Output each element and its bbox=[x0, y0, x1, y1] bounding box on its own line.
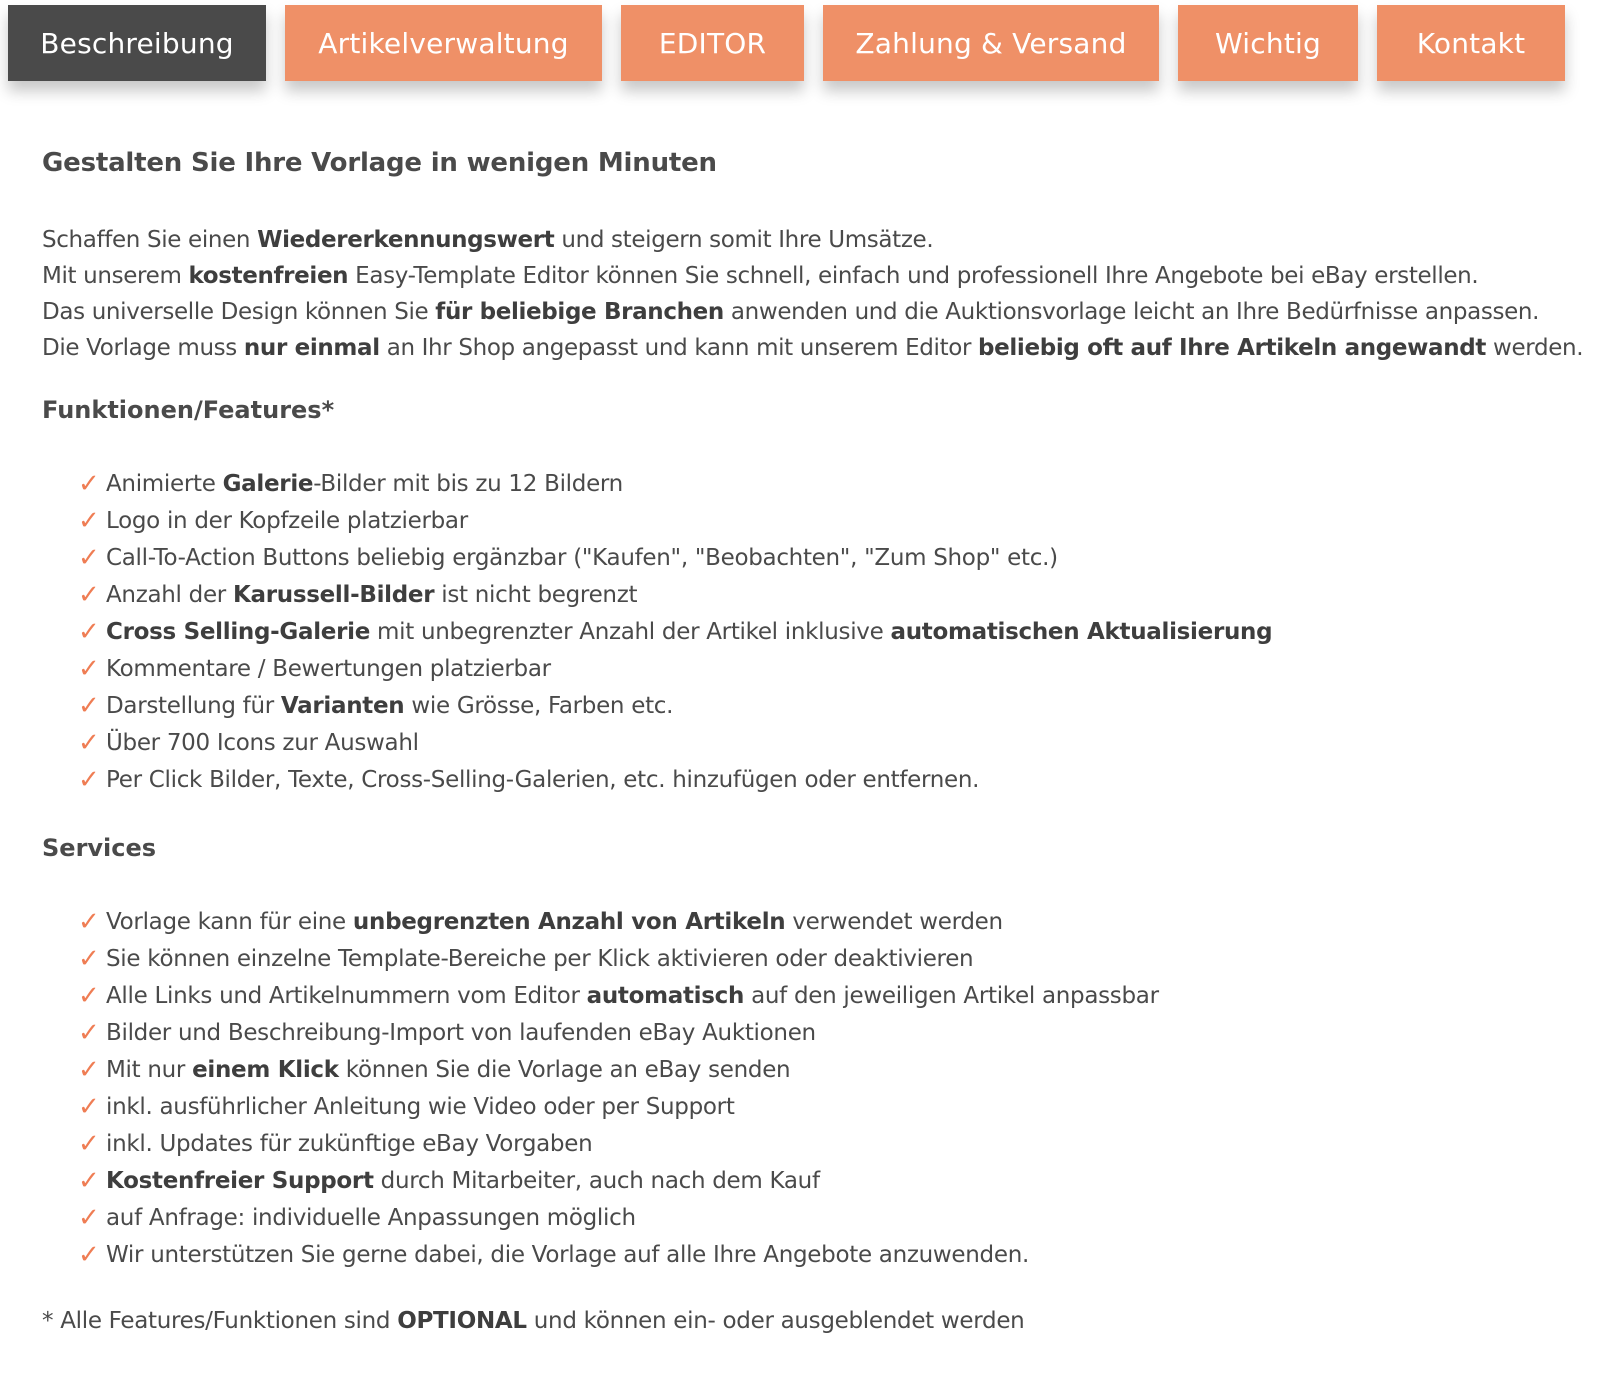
list-item bbox=[78, 651, 1272, 688]
check-icon: ✓ bbox=[78, 1129, 100, 1159]
list-item bbox=[78, 978, 1159, 1015]
list-item-text bbox=[106, 614, 1272, 651]
list-item bbox=[78, 904, 1159, 941]
footnote bbox=[42, 1308, 1024, 1334]
check-icon: ✓ bbox=[78, 469, 100, 499]
text-segment: inkl. Updates für zukünftige eBay Vorgaben bbox=[106, 1131, 593, 1157]
text-segment: inkl. ausführlicher Anleitung wie Video oder per Support bbox=[106, 1094, 735, 1120]
list-item-text bbox=[106, 688, 673, 725]
check-icon: ✓ bbox=[78, 617, 100, 647]
text-segment: Bilder und Beschreibung-Import von laufenden eBay Auktionen bbox=[106, 1020, 816, 1046]
list-item bbox=[78, 614, 1272, 651]
check-icon: ✓ bbox=[78, 944, 100, 974]
list-item bbox=[78, 1237, 1159, 1274]
list-item bbox=[78, 688, 1272, 725]
check-icon: ✓ bbox=[78, 691, 100, 721]
list-item bbox=[78, 540, 1272, 577]
text-segment: mit unbegrenzter Anzahl der Artikel inklusive bbox=[370, 619, 891, 645]
text-segment: Vorlage kann für eine bbox=[106, 909, 353, 935]
list-item-text bbox=[106, 577, 637, 614]
text-segment: können Sie die Vorlage an eBay senden bbox=[338, 1057, 791, 1083]
text-segment: Schaffen Sie einen bbox=[42, 227, 258, 253]
check-icon: ✓ bbox=[78, 1092, 100, 1122]
bold-text: beliebig oft auf Ihre Artikeln angewandt bbox=[978, 335, 1487, 361]
list-item-text bbox=[106, 466, 623, 503]
bold-text: Karussell-Bilder bbox=[232, 582, 435, 608]
list-item bbox=[78, 725, 1272, 762]
text-segment: Über 700 Icons zur Auswahl bbox=[106, 730, 419, 756]
list-item-text bbox=[106, 1052, 790, 1089]
list-item-text bbox=[106, 1015, 816, 1052]
tab-bar bbox=[0, 0, 1600, 110]
page-title: Gestalten Sie Ihre Vorlage in wenigen Minuten bbox=[42, 148, 717, 178]
text-segment: auf Anfrage: individuelle Anpassungen möglich bbox=[106, 1205, 636, 1231]
check-icon: ✓ bbox=[78, 1166, 100, 1196]
text-segment: Sie können einzelne Template-Bereiche per Klick aktivieren oder deaktivieren bbox=[106, 946, 974, 972]
bold-text: nur einmal bbox=[243, 335, 380, 361]
list-item-text bbox=[106, 1237, 1029, 1274]
list-item-text bbox=[106, 725, 419, 762]
list-item bbox=[78, 503, 1272, 540]
text-segment: Logo in der Kopfzeile platzierbar bbox=[106, 508, 468, 534]
check-icon: ✓ bbox=[78, 506, 100, 536]
list-item bbox=[78, 1163, 1159, 1200]
bold-text: kostenfreien bbox=[188, 263, 349, 289]
text-segment: Wir unterstützen Sie gerne dabei, die Vorlage auf alle Ihre Angebote anzuwenden. bbox=[106, 1242, 1029, 1268]
text-segment: -Bilder mit bis zu 12 Bildern bbox=[313, 471, 623, 497]
text-segment: Darstellung für bbox=[106, 693, 281, 719]
text-segment: Call-To-Action Buttons beliebig ergänzbar ("Kaufen", "Beobachten", "Zum Shop" etc.) bbox=[106, 545, 1058, 571]
text-segment: anwenden und die Auktionsvorlage leicht an Ihre Bedürfnisse anpassen. bbox=[723, 299, 1540, 325]
list-item-text bbox=[106, 1163, 820, 1200]
list-item bbox=[78, 1126, 1159, 1163]
tab-kontakt[interactable]: Kontakt bbox=[1377, 5, 1565, 81]
text-segment: auf den jeweiligen Artikel anpassbar bbox=[744, 983, 1159, 1009]
text-segment: Animierte bbox=[106, 471, 223, 497]
list-item-text bbox=[106, 540, 1058, 577]
text-segment: * Alle Features/Funktionen sind bbox=[42, 1308, 398, 1334]
list-item bbox=[78, 466, 1272, 503]
text-segment: verwendet werden bbox=[785, 909, 1003, 935]
list-item-text bbox=[106, 1126, 592, 1163]
check-icon: ✓ bbox=[78, 981, 100, 1011]
list-item-text bbox=[106, 904, 1003, 941]
text-segment: an Ihr Shop angepasst und kann mit unserem Editor bbox=[379, 335, 979, 361]
text-segment: durch Mitarbeiter, auch nach dem Kauf bbox=[373, 1168, 820, 1194]
bold-text: automatischen Aktualisierung bbox=[890, 619, 1273, 645]
bold-text: Varianten bbox=[280, 693, 405, 719]
list-item-text bbox=[106, 1200, 636, 1237]
text-segment: Das universelle Design können Sie bbox=[42, 299, 436, 325]
list-item-text bbox=[106, 978, 1159, 1015]
intro-paragraph bbox=[42, 222, 1587, 366]
intro-line bbox=[42, 222, 1587, 258]
bold-text: Galerie bbox=[222, 471, 314, 497]
tab-editor[interactable]: EDITOR bbox=[621, 5, 804, 81]
services-heading: Services bbox=[42, 834, 157, 862]
list-item bbox=[78, 1200, 1159, 1237]
bold-text: für beliebige Branchen bbox=[435, 299, 724, 325]
text-segment: Mit nur bbox=[106, 1057, 193, 1083]
intro-line bbox=[42, 258, 1587, 294]
list-item-text bbox=[106, 1089, 735, 1126]
text-segment: Die Vorlage muss bbox=[42, 335, 244, 361]
bold-text: Cross Selling-Galerie bbox=[106, 619, 371, 645]
bold-text: OPTIONAL bbox=[397, 1308, 527, 1334]
bold-text: automatisch bbox=[586, 983, 745, 1009]
list-item-text bbox=[106, 941, 973, 978]
text-segment: Anzahl der bbox=[106, 582, 233, 608]
bold-text: einem Klick bbox=[192, 1057, 339, 1083]
bold-text: unbegrenzten Anzahl von Artikeln bbox=[352, 909, 786, 935]
check-icon: ✓ bbox=[78, 1240, 100, 1270]
check-icon: ✓ bbox=[78, 654, 100, 684]
bold-text: Kostenfreier Support bbox=[106, 1168, 374, 1194]
text-segment: werden. bbox=[1486, 335, 1584, 361]
check-icon: ✓ bbox=[78, 543, 100, 573]
text-segment: Per Click Bilder, Texte, Cross-Selling-Galerien, etc. hinzufügen oder entfernen. bbox=[106, 767, 980, 793]
bold-text: Wiedererkennungswert bbox=[257, 227, 555, 253]
check-icon: ✓ bbox=[78, 1203, 100, 1233]
text-segment: Alle Links und Artikelnummern vom Editor bbox=[106, 983, 587, 1009]
check-icon: ✓ bbox=[78, 907, 100, 937]
list-item bbox=[78, 762, 1272, 799]
list-item-text bbox=[106, 762, 979, 799]
check-icon: ✓ bbox=[78, 1055, 100, 1085]
tab-zahlung-versand[interactable]: Zahlung & Versand bbox=[823, 5, 1159, 81]
check-icon: ✓ bbox=[78, 1018, 100, 1048]
features-list bbox=[78, 466, 1272, 799]
list-item bbox=[78, 1089, 1159, 1126]
tab-beschreibung[interactable]: Beschreibung bbox=[8, 5, 266, 81]
text-segment: wie Grösse, Farben etc. bbox=[404, 693, 674, 719]
text-segment: Mit unserem bbox=[42, 263, 189, 289]
text-segment: und steigern somit Ihre Umsätze. bbox=[554, 227, 934, 253]
list-item-text bbox=[106, 651, 551, 688]
check-icon: ✓ bbox=[78, 765, 100, 795]
list-item bbox=[78, 577, 1272, 614]
list-item-text bbox=[106, 503, 468, 540]
list-item bbox=[78, 1052, 1159, 1089]
text-segment: ist nicht begrenzt bbox=[434, 582, 638, 608]
intro-line bbox=[42, 330, 1587, 366]
tab-artikelverwaltung[interactable]: Artikelverwaltung bbox=[285, 5, 602, 81]
features-heading: Funktionen/Features* bbox=[42, 396, 335, 424]
services-list bbox=[78, 904, 1159, 1274]
list-item bbox=[78, 941, 1159, 978]
check-icon: ✓ bbox=[78, 728, 100, 758]
text-segment: Easy-Template Editor können Sie schnell, einfach und professionell Ihre Angebote bei eBay erstellen. bbox=[348, 263, 1479, 289]
text-segment: und können ein- oder ausgeblendet werden bbox=[526, 1308, 1025, 1334]
check-icon: ✓ bbox=[78, 580, 100, 610]
tab-wichtig[interactable]: Wichtig bbox=[1178, 5, 1358, 81]
text-segment: Kommentare / Bewertungen platzierbar bbox=[106, 656, 551, 682]
list-item bbox=[78, 1015, 1159, 1052]
intro-line bbox=[42, 294, 1587, 330]
